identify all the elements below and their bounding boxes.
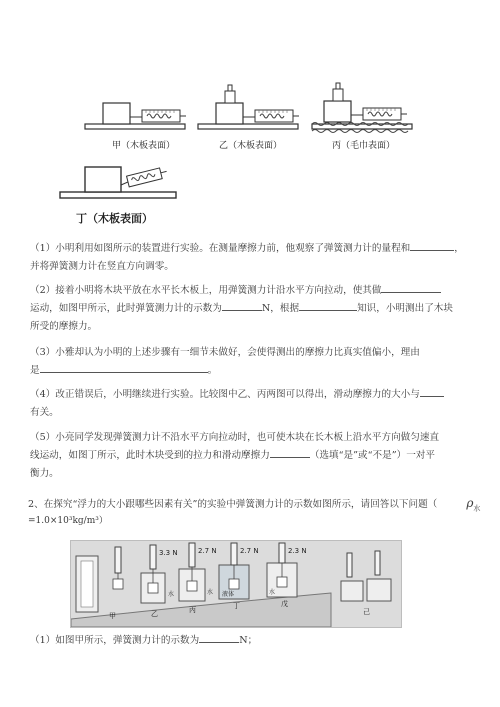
q2-stem: 2、在探究“浮力的大小跟哪些因素有关”的实验中弹簧测力计的示数如图所示，请回答以下问题（ $\rho_水$: [28, 494, 480, 518]
diagram-jia: [85, 103, 186, 129]
label-yi: 乙: [151, 610, 158, 618]
blank-balance[interactable]: [270, 448, 310, 458]
blank-motion[interactable]: [381, 283, 441, 293]
friction-diagrams: [0, 0, 500, 230]
rho-symbol: $\rho_水$: [466, 496, 481, 513]
label-ding: 丁: [233, 602, 240, 610]
liquid-label-4: 水: [269, 589, 276, 596]
reading-1: 3.3 N: [159, 549, 178, 557]
buoyancy-photo: [70, 540, 402, 628]
q2-stem-line2: =1.0×10³kg/m³）: [28, 516, 108, 526]
q1-part1: （1）小明利用如图所示的装置进行实验。在测量摩擦力前，他观察了弹簧测力计的量程和 ，: [30, 243, 464, 254]
caption-jia: 甲（木板表面）: [112, 141, 176, 151]
q1-part2-line3: 所受的摩擦力。: [30, 321, 98, 332]
q1-part1-line2: 并将弹簧测力计在竖直方向调零。: [30, 261, 174, 272]
reading-4: 2.3 N: [288, 547, 307, 555]
diagram-bing: [312, 83, 412, 133]
caption-bing: 丙（毛巾表面）: [332, 141, 396, 151]
liquid-label-1: 水: [168, 591, 175, 598]
label-bing: 丙: [189, 606, 196, 614]
q2-sub1: （1）如图甲所示，弹簧测力计的示数为 N；: [30, 635, 258, 646]
q1-part2: （2）接着小明将木块平放在水平长木板上，用弹簧测力计沿水平方向拉动，使其做: [30, 281, 441, 300]
reading-2: 2.7 N: [198, 547, 217, 555]
blank-reason[interactable]: [40, 363, 208, 373]
blank-range[interactable]: [410, 241, 454, 251]
q1-part5: （5）小亮同学发现弹簧测力计不沿水平方向拉动时，也可使木块在长木板上沿水平方向做匀速直: [30, 432, 440, 443]
q1-part3-line2: 是 。: [30, 365, 218, 376]
caption-ding: 丁（木板表面）: [76, 212, 153, 225]
diagram-yi: [198, 85, 299, 129]
q1-part4-line2: 有关。: [30, 407, 59, 418]
blank-reading[interactable]: [222, 301, 262, 311]
liquid-label-2: 水: [207, 589, 214, 596]
label-wu: 戊: [281, 600, 288, 608]
blank-knowledge[interactable]: [299, 301, 357, 311]
liquid-label-3: 液体: [222, 591, 235, 598]
q1-part4: （4）改正错误后，小明继续进行实验。比较图中乙、丙两图可以得出，滑动摩擦力的大小与: [30, 385, 444, 404]
q1-part5-line2: 线运动，如图丁所示，此时木块受到的拉力和滑动摩擦力 （选填“是”或“不是”）一对平: [30, 450, 435, 461]
reading-3: 2.7 N: [240, 547, 259, 555]
label-jia: 甲: [109, 612, 116, 620]
label-ji: 己: [363, 608, 370, 616]
diagram-ding: [60, 167, 176, 198]
q1-part3: （3）小雅却认为小明的上述步骤有一细节未做好，会使得测出的摩擦力比真实值偏小，理由: [30, 347, 420, 358]
caption-yi: 乙（木板表面）: [219, 141, 283, 151]
q1-part5-line3: 衡力。: [30, 468, 59, 479]
q1-part2-line2: 运动，如图甲所示，此时弹簧测力计的示数为 N，根据 知识，小明测出了木块: [30, 303, 453, 314]
buoyancy-photo-drawing: [71, 541, 401, 627]
blank-factor[interactable]: [420, 387, 444, 397]
blank-jia-reading[interactable]: [199, 633, 239, 643]
friction-figure: [0, 0, 500, 230]
